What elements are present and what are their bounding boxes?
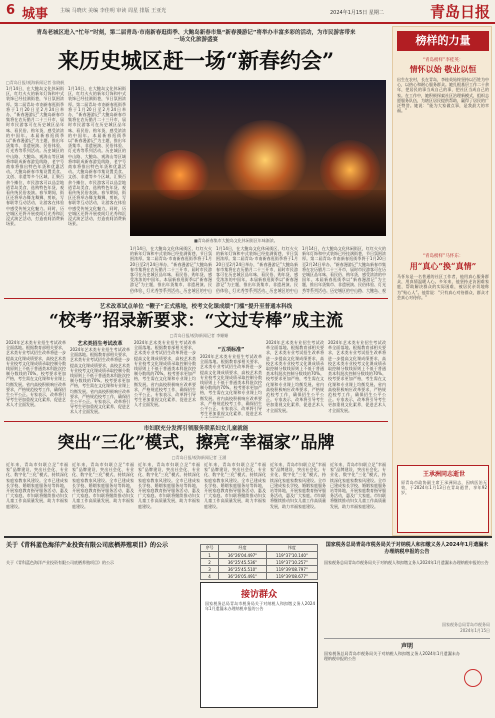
article-3-kicker: 市妇联充分发挥引领服务联系妇女儿童就能 <box>143 426 249 432</box>
tax-notice-body: 国家税务总局青岛市税务局关于对纳税人和扣缴义务人2024年1月遗漏未办理纳税申报的公告 <box>324 560 489 565</box>
article-2-subhead-2: “五项标准” <box>217 347 245 353</box>
table-row: 3 36°25'45.510" 119°39'08.797" <box>201 566 318 573</box>
statement-block <box>324 638 490 708</box>
table-row: 2 36°25'45.536" 119°37'10.257" <box>201 559 318 566</box>
section-name: 城事 <box>22 7 49 22</box>
obituary-title: 王承洲同志逝世 <box>422 471 465 478</box>
role-model-banner: 榜样的力量 <box>397 31 489 51</box>
reception-ad-title: 接访群众 <box>240 590 277 600</box>
article-1-body-col5: 1月14日，在大鲍岛文化休闲街区，红红火火的新年灯饰和中式装饰已经挂满街巷，节日氛围浓厚。第二届青岛·市南新春逛街季将于1月20日至2月24日举办，“新春漫游记”大鲍岛新春市集将在农历腊月二十三开市，届时市民游客可在历史城区品年味、看民俗、购年货，感受浓浓的中国年。本届新春逛街季以“新春漫游记”为主题，推出年货集市、非遗展演、民俗体验、灯光秀等系列活动。历史城区的中山路、大鲍岛、观 <box>302 246 386 293</box>
marine-project-notice-body: 关于《青科蓝色海洋产业投资有限公司底栖养殖项目》的公示 <box>6 560 114 565</box>
article-2-body-col3: 2024年艺术类专业招生考试改革全面落地。根据教育部相关要求，艺术类专业考试招生改革将进一步提高文化课成绩要求，高校艺术类专业校考文化课成绩录取控制分数线原则上不低于普通类本科批次控制分数线的70%。校考要求更加严格，考生需在文化课和专业课上均衡发展。省内高校积极响应改革要求，严格规范校考工作，确保招生公平公正。专家表示，改革将引导考生更加重视文化素养，促进艺术人才全面发展。 <box>134 340 196 408</box>
article-2-subhead-1: 艺术类招生考试改革 <box>77 341 123 347</box>
photo-caption: ■青岛新春集市大鲍岛文化休闲街区年味渐浓。 <box>194 238 278 243</box>
issue-date: 2024年1月15日 星期二 <box>330 10 384 16</box>
article-1-byline: □青岛日报/观海新闻记者 张晓帆 <box>6 80 65 85</box>
article-3-body-col1: 近年来，青岛市妇联立足“幸福家”品牌建设，突出社会化、专业化、数字化“三化”模式，持续深化家庭家教家风建设。全市已建成家长学校、婚姻家庭服务站等阵地，开展家庭教育指导服务活动，惠及广大家庭。市妇联将继续推动妇女儿童工作高质量发展，助力幸福家庭建设。 <box>6 462 68 509</box>
article-2-body-col6: 2024年艺术类专业招生考试改革全面落地。根据教育部相关要求，艺术类专业考试招生改革将进一步提高文化课成绩要求，高校艺术类专业校考文化课成绩录取控制分数线原则上不低于普通类本科批次控制分数线的70%。校考要求更加严格，考生需在文化课和专业课上均衡发展。省内高校积极响应改革要求，严格规范校考工作，确保招生公平公正。专家表示，改革将引导考生更加重视文化素养，促进艺术人才全面发展。 <box>328 340 386 413</box>
section-divider <box>4 298 388 299</box>
article-3-body-col3: 近年来，青岛市妇联立足“幸福家”品牌建设，突出社会化、专业化、数字化“三化”模式，持续深化家庭家教家风建设。全市已建成家长学校、婚姻家庭服务站等阵地，开展家庭教育指导服务活动，惠及广大家庭。市妇联将继续推动妇女儿童工作高质量发展，助力幸福家庭建设。 <box>138 462 200 509</box>
role-model-1-body: 出生在农村，长在青岛，李桂英始终坚持以百姓为中心，以热心和耐心服务群众。她扎根基层工作二十余年，把居民的事当成自己的事，把社区当成自己的家。在工作中，她积极探索社区治理新模式，组织志愿服务队伍，为辖区居民提供帮助，赢得了居民的广泛赞誉。她说：“能为大家做点事，是我最大的幸福。” <box>397 77 489 114</box>
page-number: 6 <box>6 3 16 18</box>
table-row: 4 36°26'05.491" 119°39'08.677" <box>201 573 318 580</box>
article-2-byline: □青岛日报/观海新闻记者 李姗姗 <box>169 333 229 338</box>
article-1-body-col1: 1月14日，在大鲍岛文化休闲街区，红红火火的新年灯饰和中式装饰已经挂满街巷，节日氛围浓厚。第二届青岛·市南新春逛街季将于1月20日至2月24日举办，“新春漫游记”大鲍岛新春市集将在农历腊月二十三开市，届时市民游客可在历史城区品年味、看民俗、购年货，感受浓浓的中国年。本届新春逛街季以“新春漫游记”为主题，推出年货集市、非遗展演、民俗体验、灯光秀等系列活动。历史城区的中山路、大鲍岛、观海山等区域将串联成新春游览线路，老字号商家将推出特色年货和优惠活动。大鲍岛新春市集设置美食、文创、非遗等多个区域，汇聚百余个摊位，市民游客可以品尝地道青岛美食，选购特色年货，观看传统民俗表演。春节期间，街区还将举办舞龙舞狮、剪纸、写春联等互动活动，让游客在体验中感受传统文化魅力。同时，历史城区还将开展夜间灯光秀和沉浸式演艺活动，打造夜间消费新场景。 <box>6 86 64 227</box>
tax-notice-title: 国家税务总局青岛市税务局关于对纳税人和扣缴义务人2024年1月遗漏未办理纳税申报的公告 <box>325 542 489 555</box>
article-2-body-col1: 2024年艺术类专业招生考试改革全面落地。根据教育部相关要求，艺术类专业考试招生改革将进一步提高文化课成绩要求，高校艺术类专业校考文化课成绩录取控制分数线原则上不低于普通类本科批次控制分数线的70%。校考要求更加严格，考生需在文化课和专业课上均衡发展。省内高校积极响应改革要求，严格规范校考工作，确保招生公平公正。专家表示，改革将引导考生更加重视文化素养，促进艺术人才全面发展。 <box>6 340 66 408</box>
article-3-body-col2: 近年来，青岛市妇联立足“幸福家”品牌建设，突出社会化、专业化、数字化“三化”模式，持续深化家庭家教家风建设。全市已建成家长学校、婚姻家庭服务站等阵地，开展家庭教育指导服务活动，惠及广大家庭。市妇联将继续推动妇女儿童工作高质量发展，助力幸福家庭建设。 <box>72 462 134 509</box>
article-2-body-col5: 2024年艺术类专业招生考试改革全面落地。根据教育部相关要求，艺术类专业考试招生改革将进一步提高文化课成绩要求，高校艺术类专业校考文化课成绩录取控制分数线原则上不低于普通类本科批次控制分数线的70%。校考要求更加严格，考生需在文化课和专业课上均衡发展。省内高校积极响应改革要求，严格规范校考工作，确保招生公平公正。专家表示，改革将引导考生更加重视文化素养，促进艺术人才全面发展。 <box>266 340 324 413</box>
reception-ad-body: 国家税务总局青岛市税务局关于对纳税人和扣缴义务人2024年1月遗漏未办理纳税申报的公告 <box>205 601 315 612</box>
table-header-lat: 纬度 <box>266 545 317 552</box>
table-header-lon: 经度 <box>219 545 267 552</box>
tax-notice-org: 国家税务总局青岛市税务局 <box>442 622 490 627</box>
article-2-kicker: 艺术改革试点单位 “鞭子”正式落地，校考文化课成绩“门槛”提升至普通本科线 <box>99 304 293 310</box>
statement-label: 声明 <box>400 643 413 650</box>
role-model-2-headline: 用“真心”换“真情” <box>409 261 477 271</box>
coordinates-table <box>200 544 318 580</box>
masthead <box>0 0 495 24</box>
tax-notice-date: 2024年1月15日 <box>460 628 490 633</box>
photo-new-year-market <box>130 80 386 236</box>
role-model-2-body: 马怀东是一名普通的社区工作者，他用真心服务群众，用真情温暖人心。多年来，他坚持走访困难家庭，帮助解决群众的实际困难，被居民亲切地称为“贴心人”。他常说：“只有真心对待群众，群众才会真心对待你。” <box>397 274 489 300</box>
article-1-body-col4: 1月14日，在大鲍岛文化休闲街区，红红火火的新年灯饰和中式装饰已经挂满街巷，节日氛围浓厚。第二届青岛·市南新春逛街季将于1月20日至2月24日举办，“新春漫游记”大鲍岛新春市集将在农历腊月二十三开市，届时市民游客可在历史城区品年味、看民俗、购年货，感受浓浓的中国年。本届新春逛街季以“新春漫游记”为主题，推出年货集市、非遗展演、民俗体验、灯光秀等系列活动。历史城区的中山 <box>216 246 298 293</box>
notice-area <box>4 536 492 716</box>
article-1-kicker: 青岛老城区进入“忙年”时刻，第二届青岛·市南新春逛街季、大鲍岛新春市集“新春漫游记”将举办丰富多彩的活动，为市民游客带来一场文化旅游盛宴 <box>36 30 356 43</box>
article-1-body-col2: 1月14日，在大鲍岛文化休闲街区，红红火火的新年灯饰和中式装饰已经挂满街巷，节日氛围浓厚。第二届青岛·市南新春逛街季将于1月20日至2月24日举办，“新春漫游记”大鲍岛新春市集将在农历腊月二十三开市，届时市民游客可在历史城区品年味、看民俗、购年货，感受浓浓的中国年。本届新春逛街季以“新春漫游记”为主题，推出年货集市、非遗展演、民俗体验、灯光秀等系列活动。历史城区的中山路、大鲍岛、观海山等区域将串联成新春游览线路，老字号商家将推出特色年货和优惠活动。大鲍岛新春市集设置美食、文创、非遗等多个区域，汇聚百余个摊位，市民游客可以品尝地道青岛美食，选购特色年货，观看传统民俗表演。春节期间，街区还将举办舞龙舞狮、剪纸、写春联等互动活动，让游客在体验中感受传统文化魅力。同时，历史城区还将开展夜间灯光秀和沉浸式演艺活动，打造夜间消费新场景。 <box>68 86 126 227</box>
article-3 <box>4 424 388 532</box>
article-2-body-col4: 2024年艺术类专业招生考试改革全面落地。根据教育部相关要求，艺术类专业考试招生改革将进一步提高文化课成绩要求，高校艺术类专业校考文化课成绩录取控制分数线原则上不低于普通类本科批次控制分数线的70%。校考要求更加严格，考生需在文化课和专业课上均衡发展。省内高校积极响应改革要求，严格规范校考工作，确保招生公平公正。专家表示，改革将引导考生更加重视文化素养，促进艺术 <box>200 354 262 417</box>
section-divider-2 <box>4 421 388 422</box>
role-model-1-headline: 情怀以始 敬业以恒 <box>409 64 477 74</box>
reception-ad <box>200 582 318 708</box>
article-1-body-col3: 1月14日，在大鲍岛文化休闲街区，红红火火的新年灯饰和中式装饰已经挂满街巷，节日氛围浓厚。第二届青岛·市南新春逛街季将于1月20日至2月24日举办，“新春漫游记”大鲍岛新春市集将在农历腊月二十三开市，届时市民游客可在历史城区品年味、看民俗、购年货，感受浓浓的中国年。本届新春逛街季以“新春漫游记”为主题，推出年货集市、非遗展演、民俗体验、灯光秀等系列活动。历史城区的中山 <box>130 246 212 293</box>
obituary-box <box>397 465 489 533</box>
newspaper-logo: 青岛日报 <box>430 3 491 21</box>
article-3-body-col4: 近年来，青岛市妇联立足“幸福家”品牌建设，突出社会化、专业化、数字化“三化”模式，持续深化家庭家教家风建设。全市已建成家长学校、婚姻家庭服务站等阵地，开展家庭教育指导服务活动，惠及广大家庭。市妇联将继续推动妇女儿童工作高质量发展，助力幸福家庭建设。 <box>204 462 266 509</box>
article-2-headline: “校考”招录新要求：“文过专棒”成主流 <box>48 311 344 331</box>
article-2-body-col2: 2024年艺术类专业招生考试改革全面落地。根据教育部相关要求，艺术类专业考试招生改革将进一步提高文化课成绩要求，高校艺术类专业校考文化课成绩录取控制分数线原则上不低于普通类本科批次控制分数线的70%。校考要求更加严格，考生需在文化课和专业课上均衡发展。省内高校积极响应改革要求，严格规范校考工作，确保招生公平公正。专家表示，改革将引导考生更加重视文化素养，促进艺术人才全面发展。 <box>70 347 130 415</box>
table-row: 1 36°26'04.497" 119°37'10.140" <box>201 552 318 559</box>
role-model-2-subhead: “青岛榜样”马怀东： <box>422 254 464 259</box>
role-model-column <box>392 26 492 536</box>
article-3-byline: □青岛日报/观海新闻记者 王涵 <box>171 455 227 460</box>
article-1 <box>4 28 388 298</box>
article-3-body-col5: 近年来，青岛市妇联立足“幸福家”品牌建设，突出社会化、专业化、数字化“三化”模式，持续深化家庭家教家风建设。全市已建成家长学校、婚姻家庭服务站等阵地，开展家庭教育指导服务活动，惠及广大家庭。市妇联将继续推动妇女儿童工作高质量发展，助力幸福家庭建设。 <box>270 462 326 509</box>
article-3-headline: 突出“三化”模式，擦亮“幸福家”品牌 <box>57 433 335 453</box>
marine-project-notice-title: 关于《青科蓝色海洋产业投资有限公司底栖养殖项目》的公示 <box>6 542 169 549</box>
editor-line: 主编 马晓庆 美编 李佳明 审读 周星 排版 王亚光 <box>60 8 167 14</box>
obituary-body: 原青岛市政协副主席王承洲同志，因病医治无效，于2024年1月13日在青岛逝世，享年92岁。 <box>401 480 487 496</box>
table-header-index: 序号 <box>201 545 219 552</box>
article-3-body-col6: 近年来，青岛市妇联立足“幸福家”品牌建设，突出社会化、专业化、数字化“三化”模式，持续深化家庭家教家风建设。全市已建成家长学校、婚姻家庭服务站等阵地，开展家庭教育指导服务活动，惠及广大家庭。市妇联将继续推动妇女儿童工作高质量发展，助力幸福家庭建设。 <box>330 462 386 509</box>
statement-body: 国家税务总局青岛市税务局关于对纳税人和扣缴义务人2024年1月遗漏未办理纳税申报的公告 <box>324 651 460 662</box>
role-model-1-subhead: “青岛榜样”李桂英： <box>422 58 464 63</box>
article-1-headline: 来历史城区赶一场“新春约会” <box>57 48 335 73</box>
seal-icon <box>464 669 482 687</box>
article-2 <box>4 302 388 420</box>
